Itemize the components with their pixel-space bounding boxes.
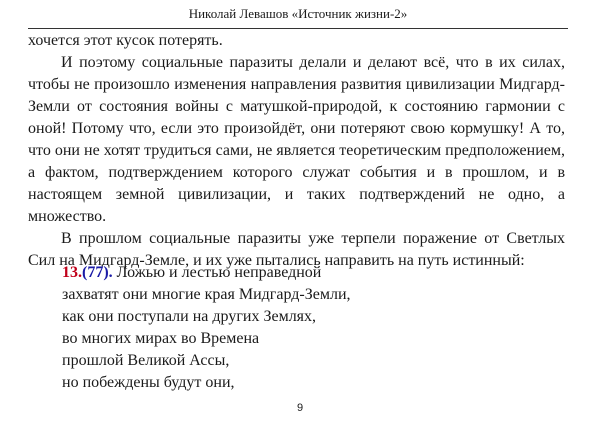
verse-number: 13. [62, 264, 82, 281]
page-number: 9 [296, 402, 304, 414]
paragraph: И поэтому социальные паразиты делали и делают всё, что в их силах, чтобы не произошло изменения направления развития цивилизации Мидгард-Земли от состояния войны с матушкой-природой, к состоянию гармонии с оной! Потому что, если это произойдёт, они потеряют свою кормушку! А то, что они не хотят трудиться сами, не является теоретическим предположением, а фактом, подтверждением которого служат события и в прошлом, и в настоящем земной цивилизации, и таких подтверждений не одно, а множество. [28, 54, 565, 225]
verse-line: во многих мирах во Времена [62, 330, 260, 347]
body-text [28, 30, 565, 272]
verse-quote [62, 262, 351, 394]
verse-line: как они поступали на других Землях, [62, 308, 317, 325]
header-title: Николай Левашов «Источник жизни-2» [188, 6, 408, 21]
verse-line: захватят они многие края Мидгард-Земли, [62, 286, 351, 303]
verse-line [62, 262, 351, 284]
paragraph: В прошлом социальные паразиты уже терпели поражение от Светлых Сил на Мидгард-Земле, и их уже пытались направить на путь истинный: [28, 230, 565, 269]
verse-line-text: Ложью и лестью неправедной [112, 264, 322, 281]
running-header [28, 0, 568, 29]
verse-line: но побеждены будут они, [62, 374, 235, 391]
paragraph-continuation: хочется этот кусок потерять. [28, 32, 223, 49]
verse-number-alt: (77). [82, 264, 113, 281]
verse-line: прошлой Великой Ассы, [62, 352, 230, 369]
